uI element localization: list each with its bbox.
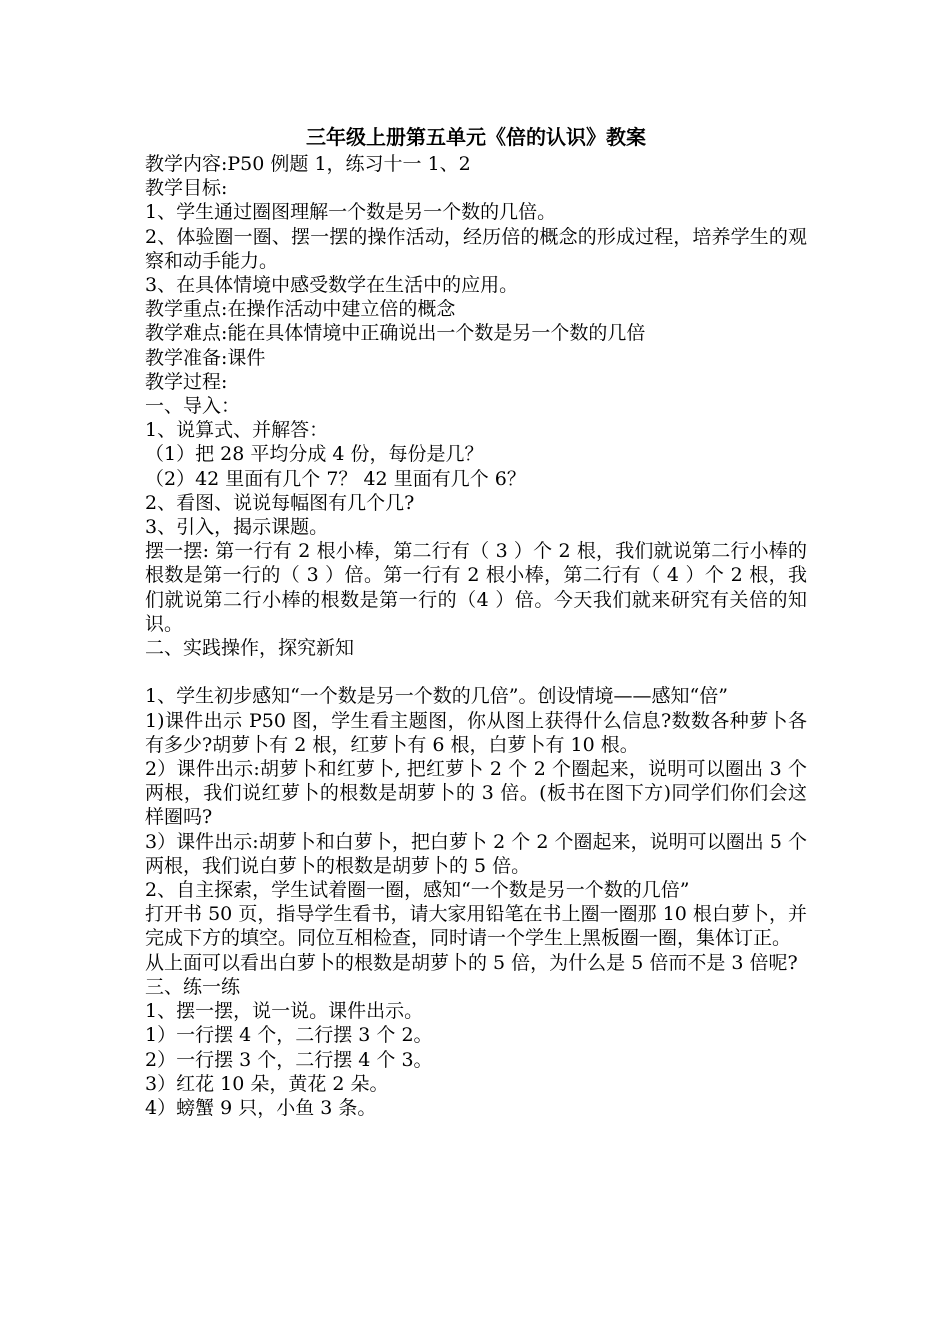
practice-question-paragraph: 从上面可以看出白萝卜的根数是胡萝卜的 5 倍，为什么是 5 倍而不是 3 倍呢? [145,951,798,974]
teaching-goals-heading: 教学目标: [145,177,228,200]
practice-step-1: 1)课件出示 P50 图，学生看主题图，你从图上获得什么信息?数数各种萝卜各有多少?胡萝卜有 2 根，红萝卜有 6 根，白萝卜有 10 根。 [145,709,807,756]
intro-item-2: 2、看图、说说每幅图有几个几? [145,491,415,514]
practice-item-2: 2、自主探索，学生试着圈一圈，感知“一个数是另一个数的几倍” [145,879,690,902]
section-1-heading: 一、导入： [145,395,241,418]
teaching-process-heading: 教学过程: [145,370,228,393]
goal-2: 2、体验圈一圈、摆一摆的操作活动，经历倍的概念的形成过程，培养学生的观察和动手能力。 [145,225,807,272]
teaching-difficulty: 教学难点:能在具体情境中正确说出一个数是另一个数的几倍 [145,322,646,345]
practice-item-1: 1、学生初步感知“一个数是另一个数的几倍”。创设情境——感知“倍” [145,685,728,708]
goal-1: 1、学生通过圈图理解一个数是另一个数的几倍。 [145,201,557,224]
practice-step-2: 2）课件出示:胡萝卜和红萝卜, 把红萝卜 2 个 2 个圈起来，说明可以圈出 3 个两根，我们说红萝卜的根数是胡萝卜的 3 倍。(板书在图下方)同学们你们会这样圈吗? [145,758,807,829]
exercise-item-1: 1、摆一摆，说一说。课件出示。 [145,1000,424,1023]
exercise-sub-4: 4）螃蟹 9 只，小鱼 3 条。 [145,1096,377,1119]
goal-3: 3、在具体情境中感受数学在生活中的应用。 [145,274,519,297]
section-3-heading: 三、练一练 [145,975,241,998]
teaching-preparation: 教学准备:课件 [145,346,266,369]
practice-step-3: 3）课件出示:胡萝卜和白萝卜，把白萝卜 2 个 2 个圈起来，说明可以圈出 5 个两根，我们说白萝卜的根数是胡萝卜的 5 倍。 [145,830,807,877]
intro-question-2: （2）42 里面有几个 7？ 42 里面有几个 6？ [145,467,526,490]
intro-item-1: 1、说算式、并解答： [145,419,329,442]
exercise-sub-1: 1）一行摆 4 个，二行摆 3 个 2。 [145,1024,433,1047]
intro-question-1: （1）把 28 平均分成 4 份，每份是几？ [145,443,484,466]
exercise-sub-3: 3）红花 10 朵，黄花 2 朵。 [145,1072,389,1095]
practice-book-paragraph: 打开书 50 页，指导学生看书，请大家用铅笔在书上圈一圈那 10 根白萝卜，并完成下方的填空。同位互相检查，同时请一个学生上黑板圈一圈，集体订正。 [145,903,807,950]
section-2-heading: 二、实践操作，探究新知 [145,637,355,660]
arrange-paragraph: 摆一摆: 第一行有 2 根小棒，第二行有（ 3 ）个 2 根，我们就说第二行小棒的根数是第一行的（ 3 ）倍。第一行有 2 根小棒，第二行有（ 4 ）个 2 根，我们就说第二行小棒的根数是第一行的（4 ）倍。今天我们就来研究有关倍的知识。 [145,540,807,635]
document-title: 三年级上册第五单元《倍的认识》教案 [306,125,646,149]
exercise-sub-2: 2）一行摆 3 个，二行摆 4 个 3。 [145,1048,433,1071]
teaching-focus: 教学重点:在操作活动中建立倍的概念 [145,298,456,321]
intro-item-3: 3、引入，揭示课题。 [145,516,329,539]
teaching-content: 教学内容:P50 例题 1，练习十一 1、2 [145,153,471,175]
document-page [145,122,807,1120]
blank-line [145,660,807,684]
